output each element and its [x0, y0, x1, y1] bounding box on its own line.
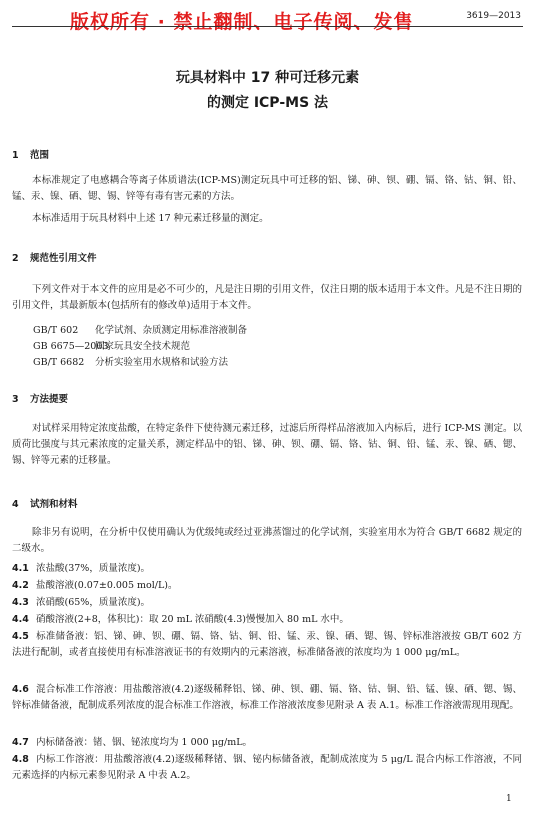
item-text: 内标储备液：锗、铟、铋浓度均为 1 000 μg/mL。	[36, 737, 253, 748]
section-1-paragraph-2: 本标准适用于玩具材料中上述 17 种元素迁移量的测定。	[32, 213, 269, 224]
section-3-heading	[12, 391, 68, 405]
copyright-watermark: 版权所有 · 禁止翻制、电子传阅、发售	[70, 11, 414, 33]
item-text: 混合标准工作溶液：用盐酸溶液(4.2)逐级稀释铝、锑、砷、钡、硼、镉、铬、钴、铜、铅、锰、镍、硒、锶、锡、锌标准储备液，配制成系列浓度的混合标准工作溶液，标准工作溶液浓度参见附录 A 表 A.1。标准工作溶液需现用现配。	[12, 684, 522, 711]
section-1-heading	[12, 147, 49, 161]
item-text: 标准储备液：铝、锑、砷、钡、硼、镉、铬、钴、铜、铅、锰、汞、镍、硒、锶、锡、锌标准溶液按 GB/T 602 方法进行配制，或者直接使用有标准溶液证书的有效期内的元素溶液，标准储备液的浓度均为 1 000 μg/mL。	[12, 631, 522, 658]
item-number: 4.5	[12, 631, 29, 642]
section-title: 试剂和材料	[30, 499, 78, 510]
section-number: 4	[12, 499, 19, 510]
reference-code: GB 6675—2003	[33, 341, 109, 352]
section-4-paragraph-1: 除非另有说明，在分析中仅使用确认为优级纯或经过亚沸蒸馏过的化学试剂，实验室用水为符合 GB/T 6682 规定的二级水。	[12, 527, 522, 554]
item-number: 4.7	[12, 737, 29, 748]
section-2-paragraph-1: 下列文件对于本文件的应用是必不可少的，凡是注日期的引用文件，仅注日期的版本适用于本文件。凡是不注日期的引用文件，其最新版本(包括所有的修改单)适用于本文件。	[12, 284, 522, 311]
section-2-heading	[12, 250, 97, 264]
section-number: 1	[12, 150, 19, 161]
reagent-item	[12, 612, 522, 628]
section-title: 范围	[30, 150, 50, 161]
item-text: 盐酸溶液(0.07±0.005 mol/L)。	[36, 580, 178, 591]
reference-title: 国家玩具安全技术规范	[95, 341, 191, 352]
section-1-paragraph-1: 本标准规定了电感耦合等离子体质谱法(ICP-MS)测定玩具中可迁移的铝、锑、砷、钡、硼、镉、铬、钴、铜、铅、锰、汞、镍、硒、锶、锡、锌等有毒有害元素的方法。	[12, 175, 522, 202]
item-number: 4.3	[12, 597, 29, 608]
reagent-item	[12, 629, 522, 661]
item-text: 硝酸溶液(2+8，体积比)：取 20 mL 浓硝酸(4.3)慢慢加入 80 mL 水中。	[36, 614, 349, 625]
reference-item	[33, 354, 228, 368]
reference-item	[33, 338, 190, 352]
section-4-heading	[12, 496, 78, 510]
reference-title: 分析实验室用水规格和试验方法	[95, 357, 229, 368]
reagent-item	[12, 561, 522, 577]
item-text: 内标工作溶液：用盐酸溶液(4.2)逐级稀释锗、铟、铋内标储备液，配制成浓度为 5 μg/L 混合内标工作溶液，不同元素选择的内标元素参见附录 A 中表 A.2。	[12, 754, 522, 781]
reagent-item	[12, 578, 522, 594]
item-text: 浓盐酸(37%，质量浓度)。	[36, 563, 151, 574]
reference-code: GB/T 602	[33, 325, 79, 336]
reagent-item	[12, 752, 522, 784]
doc-title-line1: 玩具材料中 17 种可迁移元素	[175, 70, 360, 86]
section-title: 规范性引用文件	[30, 253, 97, 264]
section-3-paragraph-1: 对试样采用特定浓度盐酸，在特定条件下使待测元素迁移，过滤后所得样品溶液加入内标后，进行 ICP-MS 测定。以质荷比强度与其元素浓度的定量关系，测定样品中的铝、锑、砷、钡、硼、镉、铬、钴、铜、铅、锰、汞、镍、硒、锶、锡、锌等元素的迁移量。	[12, 423, 522, 466]
reagent-item	[12, 595, 522, 611]
reagent-item	[12, 735, 522, 751]
section-number: 2	[12, 253, 19, 264]
header-rule	[12, 26, 523, 27]
section-title: 方法提要	[30, 394, 69, 405]
reagent-item	[12, 682, 522, 714]
item-number: 4.6	[12, 684, 29, 695]
item-number: 4.4	[12, 614, 29, 625]
reference-item	[33, 322, 247, 336]
item-number: 4.2	[12, 580, 29, 591]
reference-title: 化学试剂、杂质测定用标准溶液制备	[95, 325, 248, 336]
item-number: 4.1	[12, 563, 29, 574]
reference-code: GB/T 6682	[33, 357, 85, 368]
doc-title-line2: 的测定 ICP-MS 法	[206, 95, 329, 111]
standard-number: 3619—2013	[466, 11, 521, 21]
section-number: 3	[12, 394, 19, 405]
page-number: 1	[506, 794, 512, 804]
item-text: 浓硝酸(65%，质量浓度)。	[36, 597, 151, 608]
item-number: 4.8	[12, 754, 29, 765]
